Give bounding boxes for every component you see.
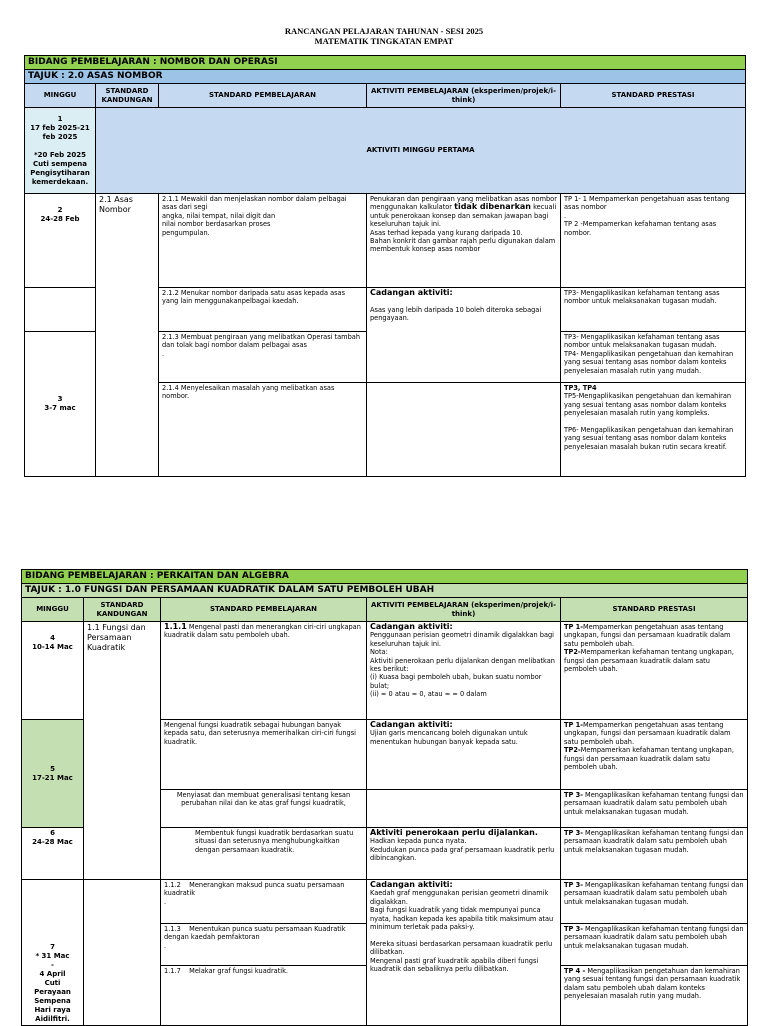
- sp-prestasi-1-1-7: [561, 966, 748, 1026]
- tajuk-bar: TAJUK : 1.0 FUNGSI DAN PERSAMAAN KUADRATIK DALAM SATU PEMBOLEH UBAH: [22, 584, 748, 598]
- week-2-cell: 2 24-28 Feb: [25, 194, 96, 288]
- aktiviti-blank: [367, 790, 561, 828]
- tp-label: TP 1-: [564, 623, 583, 631]
- tp-label: TP2-: [564, 746, 581, 755]
- sp-prestasi-fungsi: [561, 720, 748, 790]
- sp-prestasi-1-1-2: [561, 880, 748, 924]
- sp-text: Melakar graf fungsi kuadratik.: [189, 967, 289, 975]
- standard-kandungan-cell: 1.1 Fungsi dan Persamaan Kuadratik: [84, 622, 161, 880]
- sp-1-1-1: [161, 622, 367, 720]
- tp-text: Mengaplikasikan kefahaman tentang fungsi dan persamaan kuadratik dalam satu pemboleh ubah untuk melaksanakan tugasan mudah.: [564, 881, 744, 906]
- aktiviti-ujian-garis: [367, 720, 561, 790]
- header-standard-prestasi: STANDARD PRESTASI: [561, 598, 748, 622]
- sp-membentuk-fungsi: Membentuk fungsi kuadratik berdasarkan suatu situasi dan seterusnya menghubungkaitkan dengan persamaan kuadratik.: [161, 828, 367, 880]
- tp-label: TP 3-: [564, 791, 583, 799]
- sp-prestasi-siasat: [561, 790, 748, 828]
- sp-prestasi-membentuk: [561, 828, 748, 880]
- aktiviti-heading: Cadangan aktiviti:: [370, 288, 453, 297]
- header-standard-pembelajaran: STANDARD PEMBELAJARAN: [161, 598, 367, 622]
- tp-label: TP 3-: [564, 881, 583, 889]
- sp-prestasi-2-1-3: TP3- Mengaplikasikan kefahaman tentang asas nombor untuk melaksanakan tugasan mudah. TP4- Mengaplikasikan pengetahuan dan kemahiran yang sesuai tentang asas nombor dalam konteks penyelesaian masalah rutin yang mudah.: [561, 332, 746, 383]
- week-4-cell: 4 10-14 Mac: [22, 622, 84, 720]
- aktiviti-1-1-2: [367, 880, 561, 1026]
- sp-2-1-4: 2.1.4 Menyelesaikan masalah yang melibatkan asas nombor.: [159, 383, 367, 477]
- sp-number: 1.1.3: [164, 925, 181, 933]
- doc-subtitle: MATEMATIK TINGKATAN EMPAT: [314, 36, 454, 46]
- week-5-cell: 5 17-21 Mac: [22, 720, 84, 828]
- aktiviti-2-1-2: [367, 288, 561, 383]
- aktiviti-text-cont: kecuali untuk penerokaan konsep dan semakan jawapan bagi keseluruhan tajuk ini. Asas terhad kepada yang kurang daripada 10. Bahan konkrit dan gambar rajah perlu digunakan dalam membentuk konsep asas nombor: [370, 203, 557, 254]
- sp-text: Menerangkan maksud punca suatu persamaan kuadratik .: [164, 881, 345, 906]
- aktiviti-minggu-pertama: AKTIVITI MINGGU PERTAMA: [96, 108, 746, 194]
- aktiviti-emphasis: tidak dibenarkan: [454, 202, 531, 212]
- week-3-cell: 3 3-7 mac: [25, 332, 96, 477]
- header-aktiviti: AKTIVITI PEMBELAJARAN (eksperimen/projek/i-think): [367, 84, 561, 108]
- sk-blank: [84, 880, 161, 1026]
- aktiviti-1-1-1: [367, 622, 561, 720]
- tp-heading: TP3, TP4: [564, 384, 597, 392]
- aktiviti-text: Penukaran dan pengiraan yang melibatkan asas nombor menggunakan kalkulator: [370, 195, 557, 212]
- sp-1-1-2: [161, 880, 367, 924]
- sp-number: 1.1.1: [164, 622, 187, 631]
- aktiviti-text: Asas yang lebih daripada 10 boleh diteroka sebagai pengayaan.: [370, 305, 542, 323]
- week-6-cell: 6 24-28 Mac: [22, 828, 84, 880]
- aktiviti-penerokaan: [367, 828, 561, 880]
- sp-2-1-1: 2.1.1 Mewakil dan menjelaskan nombor dalam pelbagai asas dari segi angka, nilai tempat, nilai digit dan nilai nombor berdasarkan proses pengumpulan.: [159, 194, 367, 288]
- sp-1-1-3: [161, 924, 367, 966]
- aktiviti-2-1-1: [367, 194, 561, 288]
- tp-label: TP 1-: [564, 721, 583, 729]
- tp-text: Mengaplikasikan pengetahuan dan kemahiran yang sesuai tentang fungsi dan persamaan kuadratik dalam satu pemboleh ubah dalam konteks penyelesaian masalah rutin yang mudah.: [564, 967, 741, 1001]
- sp-number: 1.1.7: [164, 967, 181, 975]
- header-aktiviti: AKTIVITI PEMBELAJARAN (eksperimen/projek/i-think): [367, 598, 561, 622]
- tp-text: Mempamerkan pengetahuan asas tentang ungkapan, fungsi dan persamaan kuadratik dalam satu pemboleh ubah.: [564, 623, 731, 648]
- week-7-cell: 7 * 31 Mac - 4 April Cuti Perayaan Sempena Hari raya Aidilfitri.: [22, 880, 84, 1026]
- sp-number: 1.1.2: [164, 881, 181, 889]
- tp-text: Mempamerkan kefahaman tentang ungkapan, fungsi dan persamaan kuadratik dalam satu pemboleh ubah.: [564, 746, 734, 772]
- tp-label: TP2-: [564, 648, 581, 657]
- header-standard-pembelajaran: STANDARD PEMBELAJARAN: [159, 84, 367, 108]
- standard-kandungan-cell: 2.1 Asas Nombor: [96, 194, 159, 477]
- header-standard-kandungan: STANDARD KANDUNGAN: [96, 84, 159, 108]
- sp-2-1-3: 2.1.3 Membuat pengiraan yang melibatkan Operasi tambah dan tolak bagi nombor dalam pelbagai asas .: [159, 332, 367, 383]
- tp-text: Mempamerkan kefahaman tentang ungkapan, fungsi dan persamaan kuadratik dalam satu pemboleh ubah.: [564, 648, 734, 674]
- sp-prestasi-2-1-2: TP3- Mengaplikasikan kefahaman tentang asas nombor untuk melaksanakan tugasan mudah.: [561, 288, 746, 332]
- aktiviti-text: Hadkan kepada punca nyata. Kedudukan punca pada graf persamaan kuadratik perlu dibincangkan.: [370, 837, 555, 863]
- sp-fungsi-kuadratik: Mengenal fungsi kuadratik sebagai hubungan banyak kepada satu, dan seterusnya memerihalkan ciri-ciri fungsi kuadratik.: [161, 720, 367, 790]
- sp-2-1-2: 2.1.2 Menukar nombor daripada satu asas kepada asas yang lain menggunakanpelbagai kaedah.: [159, 288, 367, 332]
- bidang-bar: BIDANG PEMBELAJARAN : NOMBOR DAN OPERASI: [25, 56, 746, 70]
- tp-label: TP 3-: [564, 829, 583, 837]
- sp-prestasi-2-1-1: TP 1- 1 Mempamerkan pengetahuan asas tentang asas nombor . TP 2 -Mempamerkan kefahaman tentang asas nombor.: [561, 194, 746, 288]
- sp-text: Mengenal pasti dan menerangkan ciri-ciri ungkapan kuadratik dalam satu pemboleh ubah.: [164, 623, 361, 640]
- rpt-table-algebra: [21, 569, 748, 1026]
- aktiviti-blank: [367, 383, 561, 477]
- sp-menyiasat-graf: Menyiasat dan membuat generalisasi tentang kesan perubahan nilai dan ke atas graf fungsi kuadratik,: [161, 790, 367, 828]
- tp-text: Mengaplikasikan kefahaman tentang fungsi dan persamaan kuadratik dalam satu pemboleh ubah untuk melaksanakan tugasan mudah.: [564, 829, 744, 854]
- sp-1-1-7: [161, 966, 367, 1026]
- rpt-table-nombor: [24, 55, 746, 477]
- aktiviti-text: Kaedah graf menggunakan perisian geometri dinamik digalakkan. Bagi fungsi kuadratik yang tidak mempunyai punca nyata, hadkan kepada kes apabila titik maksimum atau minimum terletak pada paksi-y.: [370, 889, 554, 932]
- aktiviti-text: Ujian garis mencancang boleh digunakan untuk menentukan hubungan banyak kepada satu.: [370, 729, 528, 746]
- aktiviti-heading: Aktiviti penerokaan perlu dijalankan.: [370, 828, 538, 837]
- aktiviti-heading: Cadangan aktiviti:: [370, 720, 453, 729]
- tp-text: Mengaplikasikan kefahaman tentang fungsi dan persamaan kuadratik dalam satu pemboleh ubah untuk melaksanakan tugasan mudah.: [564, 925, 744, 950]
- tajuk-bar: TAJUK : 2.0 ASAS NOMBOR: [25, 70, 746, 84]
- sp-prestasi-1-1-3: [561, 924, 748, 966]
- sp-prestasi-1-1-1: [561, 622, 748, 720]
- aktiviti-heading: Cadangan aktiviti:: [370, 880, 453, 889]
- header-minggu: MINGGU: [22, 598, 84, 622]
- sp-prestasi-2-1-4: [561, 383, 746, 477]
- bidang-bar: BIDANG PEMBELAJARAN : PERKAITAN DAN ALGEBRA: [22, 570, 748, 584]
- aktiviti-text: Penggunaan perisian geometri dinamik digalakkan bagi keseluruhan tajuk ini. Nota: Aktiviti penerokaan perlu dijalankan dengan melibatkan kes berikut: (i) Kuasa bagi pemboleh ubah, bukan suatu nombor bulat; (ii) ≈ 0 atau ≈ 0, atau ≈ ≈ 0 dalam: [370, 631, 555, 699]
- tp-label: TP 3-: [564, 925, 583, 933]
- tp-text: Mengaplikasikan kefahaman tentang fungsi dan persamaan kuadratik dalam satu pemboleh ubah untuk melaksanakan tugasan mudah.: [564, 791, 744, 816]
- header-standard-kandungan: STANDARD KANDUNGAN: [84, 598, 161, 622]
- tp-label: TP 4 -: [564, 967, 586, 975]
- tp-text: TP5-Mengaplikasikan pengetahuan dan kemahiran yang sesuai tentang asas nombor dalam konteks penyelesaian masalah rutin yang kompleks. TP6- Mengaplikasikan pengetahuan dan kemahiran yang sesuai tentang asas nombor dalam konteks penyelesaian masalah bukan rutin secara kreatif.: [564, 392, 734, 451]
- aktiviti-text-2: Mereka situasi berdasarkan persamaan kuadratik perlu dilibatkan. Mengenal pasti graf kuadratik apabila diberi fungsi kuadratik dan sebaliknya perlu dilibatkan.: [370, 939, 553, 974]
- aktiviti-heading: Cadangan aktiviti:: [370, 622, 453, 631]
- week-1-cell: 1 17 feb 2025-21 feb 2025 *20 Feb 2025 Cuti sempena Pengisytiharan kemerdekaan.: [25, 108, 96, 194]
- header-minggu: MINGGU: [25, 84, 96, 108]
- header-standard-prestasi: STANDARD PRESTASI: [561, 84, 746, 108]
- sp-text: Menentukan punca suatu persamaan Kuadratik dengan kaedah pemfaktoran .: [164, 925, 346, 950]
- tp-text: Mempamerkan pengetahuan asas tentang ungkapan, fungsi dan persamaan kuadratik dalam satu pemboleh ubah.: [564, 721, 731, 746]
- doc-title: RANCANGAN PELAJARAN TAHUNAN - SESI 2025: [284, 26, 484, 36]
- week-blank-cell: [25, 288, 96, 332]
